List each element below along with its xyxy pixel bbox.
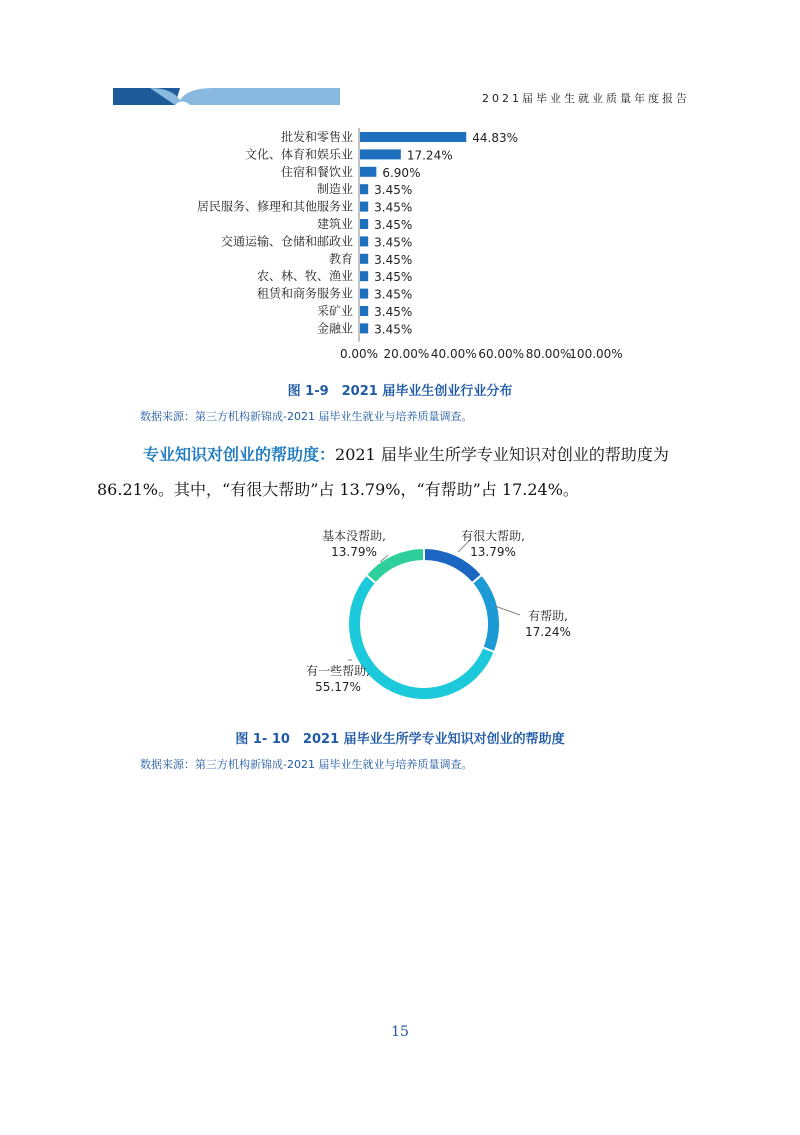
x-tick-label: 0.00% (339, 347, 379, 361)
bar (360, 202, 368, 212)
x-tick-label: 20.00% (383, 347, 430, 361)
bar (360, 323, 368, 333)
bar-value-label: 3.45% (374, 252, 413, 267)
bar-category-label: 租赁和商务服务业 (256, 286, 353, 301)
x-tick-label: 80.00% (525, 347, 572, 361)
page-number: 15 (391, 1024, 409, 1040)
x-tick-label: 40.00% (430, 347, 477, 361)
bar-value-label: 6.90% (382, 165, 421, 180)
bar (360, 306, 368, 316)
slice-name-label: 有一些帮助, (306, 664, 370, 678)
slice-name-label: 有帮助, (528, 609, 568, 623)
paragraph-line-1-text: 2021 届毕业生所学专业知识对创业的帮助度为 (335, 445, 669, 464)
paragraph-line-1 (143, 438, 703, 472)
x-tick-label: 60.00% (478, 347, 525, 361)
slice-name-label: 基本没帮助, (322, 529, 386, 543)
header-title: 2021届毕业生就业质量年度报告 (482, 92, 690, 105)
figure-1-9-caption: 图 1-9 2021 届毕业生创业行业分布 (287, 384, 513, 399)
bar-value-label: 3.45% (374, 305, 413, 319)
bar-category-label: 交通运输、仓储和邮政业 (220, 234, 353, 249)
donut-slice (472, 575, 500, 652)
bar-value-label: 3.45% (374, 200, 413, 215)
bar-value-label: 3.45% (374, 322, 413, 337)
bar-value-label: 3.45% (374, 270, 413, 285)
x-tick-label: 100.00% (569, 347, 623, 361)
bar (360, 219, 368, 229)
bar-category-label: 居民服务、修理和其他服务业 (196, 199, 353, 214)
bar (360, 254, 368, 264)
paragraph-lead: 专业知识对创业的帮助度： (143, 445, 336, 464)
bar (360, 271, 368, 281)
industry-bar-chart (0, 120, 800, 370)
bar-category-label: 制造业 (316, 182, 353, 197)
bar-value-label: 3.45% (374, 235, 413, 250)
slice-value-label: 17.24% (525, 625, 571, 639)
bar-category-label: 农、林、牧、渔业 (256, 269, 353, 284)
figure-1-9-source: 数据来源：第三方机构新锦成-2021 届毕业生就业与培养质量调查。 (140, 410, 473, 423)
slice-value-label: 55.17% (315, 680, 361, 694)
figure-1-10-caption: 图 1- 10 2021 届毕业生所学专业知识对创业的帮助度 (235, 732, 565, 747)
bar-category-label: 建筑业 (316, 217, 353, 231)
bar (360, 149, 401, 159)
slice-value-label: 13.79% (331, 545, 377, 559)
bar-value-label: 3.45% (374, 218, 413, 232)
paragraph-line-2: 86.21%。其中，“有很大帮助”占 13.79%，“有帮助”占 17.24%。 (97, 480, 579, 499)
bar (360, 236, 368, 246)
bar (360, 184, 368, 194)
help-donut-chart (0, 510, 800, 720)
bar-value-label: 17.24% (406, 148, 453, 163)
bar-category-label: 住宿和餐饮业 (280, 164, 353, 179)
bar-value-label: 3.45% (374, 183, 413, 198)
bar-category-label: 文化、体育和娱乐业 (244, 147, 353, 162)
bar-value-label: 44.83% (472, 131, 519, 145)
bar (360, 132, 466, 142)
bar (360, 289, 368, 299)
slice-name-label: 有很大帮助, (461, 529, 525, 543)
bar-category-label: 采矿业 (316, 304, 353, 318)
donut-slice (348, 575, 495, 700)
slice-value-label: 13.79% (470, 545, 516, 559)
bar (360, 167, 376, 177)
bar-value-label: 3.45% (374, 287, 413, 302)
bar-category-label: 教育 (328, 251, 353, 266)
figure-1-10-source: 数据来源：第三方机构新锦成-2021 届毕业生就业与培养质量调查。 (140, 758, 473, 771)
bar-category-label: 批发和零售业 (280, 130, 353, 144)
bar-category-label: 金融业 (316, 321, 353, 336)
